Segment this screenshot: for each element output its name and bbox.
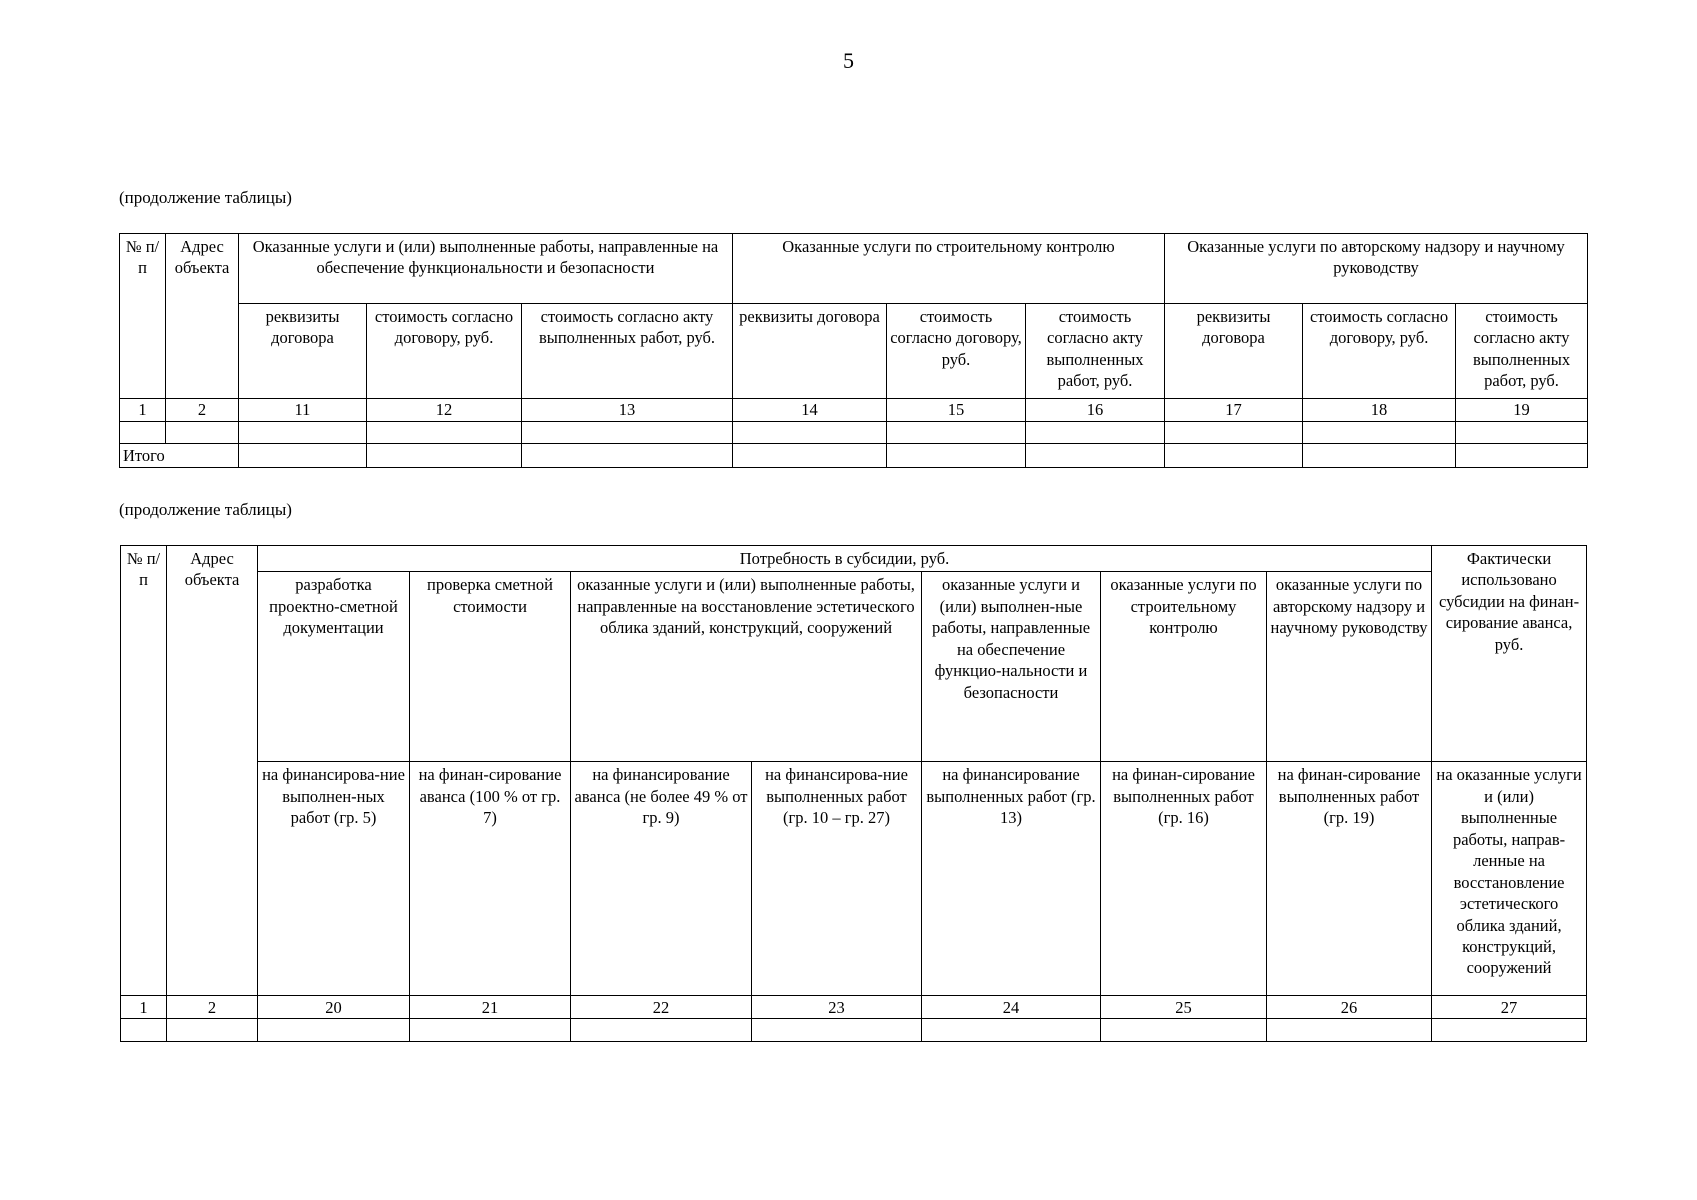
- table-cell: [239, 422, 367, 444]
- table-1: [119, 233, 1588, 468]
- column-number: 27: [1432, 996, 1587, 1019]
- table-cell: [121, 1019, 167, 1042]
- header-act-cost: стоимость согласно акту выполненных работ, руб.: [1026, 304, 1165, 399]
- header-act-cost: стоимость согласно акту выполненных работ, руб.: [522, 304, 733, 399]
- total-label: Итого: [120, 444, 239, 468]
- header-construction-control-group: Оказанные услуги по строительному контролю: [733, 234, 1165, 304]
- total-row: [120, 444, 1588, 468]
- header-contract-cost: стоимость согласно договору, руб.: [367, 304, 522, 399]
- table-cell: [367, 422, 522, 444]
- header-contract-cost: стоимость согласно договору, руб.: [1303, 304, 1456, 399]
- table-cell: [922, 1019, 1101, 1042]
- header-num: № п/п: [121, 546, 167, 996]
- table-cell: [1456, 444, 1588, 468]
- table-cell: [367, 444, 522, 468]
- column-number: 14: [733, 399, 887, 422]
- header-contract-details: реквизиты договора: [1165, 304, 1303, 399]
- header-aesthetic-restoration: оказанные услуги и (или) выполненные работы, направленные на восстановление эстетического облика зданий, конструкций, сооружений: [571, 572, 922, 762]
- header-financing-completed-gr5: на финансирова-ние выполнен-ных работ (гр. 5): [258, 762, 410, 996]
- header-address: Адрес объекта: [166, 234, 239, 399]
- table-cell: [1303, 444, 1456, 468]
- table-cell: [1267, 1019, 1432, 1042]
- table-cell: [410, 1019, 571, 1042]
- header-author-supervision: оказанные услуги по авторскому надзору и научному руководству: [1267, 572, 1432, 762]
- table-cell: [1432, 1019, 1587, 1042]
- header-subsidy-need-group: Потребность в субсидии, руб.: [258, 546, 1432, 572]
- table-cell: [887, 422, 1026, 444]
- header-financing-completed-gr16: на финан-сирование выполненных работ (гр. 16): [1101, 762, 1267, 996]
- table-cell: [887, 444, 1026, 468]
- column-number: 1: [121, 996, 167, 1019]
- header-contract-cost: стоимость согласно договору, руб.: [887, 304, 1026, 399]
- column-number: 24: [922, 996, 1101, 1019]
- table-cell: [522, 422, 733, 444]
- column-number: 23: [752, 996, 922, 1019]
- table-cell: [1026, 444, 1165, 468]
- table-2: [120, 545, 1587, 1042]
- header-contract-details: реквизиты договора: [733, 304, 887, 399]
- header-address: Адрес объекта: [167, 546, 258, 996]
- page-number: 5: [843, 48, 854, 73]
- header-num: № п/п: [120, 234, 166, 399]
- table-cell: [1165, 422, 1303, 444]
- header-actual-used-detail: на оказанные услуги и (или) выполненные работы, направ-ленные на восстановление эстетического облика зданий, конструкций, сооружений: [1432, 762, 1587, 996]
- table-cell: [166, 422, 239, 444]
- table-cell: [1026, 422, 1165, 444]
- table-cell: [733, 444, 887, 468]
- header-functional-group: Оказанные услуги и (или) выполненные работы, направленные на обеспечение функциональности и безопасности: [239, 234, 733, 304]
- header-financing-completed-gr13: на финансирование выполненных работ (гр. 13): [922, 762, 1101, 996]
- header-design-estimate: разработка проектно-сметной документации: [258, 572, 410, 762]
- table-1-continuation-label: (продолжение таблицы): [119, 188, 292, 207]
- table-cell: [167, 1019, 258, 1042]
- header-functionality-safety: оказанные услуги и (или) выполнен-ные работы, направленные на обеспечение функцио-нальности и безопасности: [922, 572, 1101, 762]
- column-number: 1: [120, 399, 166, 422]
- column-number: 13: [522, 399, 733, 422]
- table-row: [120, 422, 1588, 444]
- table-cell: [1303, 422, 1456, 444]
- column-number: 11: [239, 399, 367, 422]
- header-author-supervision-group: Оказанные услуги по авторскому надзору и научному руководству: [1165, 234, 1588, 304]
- column-number: 25: [1101, 996, 1267, 1019]
- table-cell: [522, 444, 733, 468]
- table-cell: [120, 422, 166, 444]
- column-number: 17: [1165, 399, 1303, 422]
- column-number: 12: [367, 399, 522, 422]
- column-number: 26: [1267, 996, 1432, 1019]
- header-construction-control: оказанные услуги по строительному контролю: [1101, 572, 1267, 762]
- column-number: 21: [410, 996, 571, 1019]
- table-cell: [239, 444, 367, 468]
- column-number: 16: [1026, 399, 1165, 422]
- table-cell: [1165, 444, 1303, 468]
- table-cell: [752, 1019, 922, 1042]
- header-financing-completed-gr19: на финан-сирование выполненных работ (гр. 19): [1267, 762, 1432, 996]
- header-estimate-check: проверка сметной стоимости: [410, 572, 571, 762]
- table-cell: [733, 422, 887, 444]
- column-number: 2: [166, 399, 239, 422]
- column-number: 22: [571, 996, 752, 1019]
- table-cell: [571, 1019, 752, 1042]
- column-number: 18: [1303, 399, 1456, 422]
- header-act-cost: стоимость согласно акту выполненных работ, руб.: [1456, 304, 1588, 399]
- header-financing-advance-gr9: на финансирование аванса (не более 49 % от гр. 9): [571, 762, 752, 996]
- table-2-continuation-label: (продолжение таблицы): [119, 500, 292, 519]
- header-financing-completed-gr10: на финансирова-ние выполненных работ (гр. 10 – гр. 27): [752, 762, 922, 996]
- table-cell: [1101, 1019, 1267, 1042]
- table-cell: [1456, 422, 1588, 444]
- column-number: 15: [887, 399, 1026, 422]
- header-contract-details: реквизиты договора: [239, 304, 367, 399]
- column-number: 20: [258, 996, 410, 1019]
- table-cell: [258, 1019, 410, 1042]
- header-actual-used: Фактически использовано субсидии на финан-сирование аванса, руб.: [1432, 546, 1587, 762]
- header-financing-advance-gr7: на финан-сирование аванса (100 % от гр. 7): [410, 762, 571, 996]
- table-row: [121, 1019, 1587, 1042]
- column-number: 2: [167, 996, 258, 1019]
- column-number: 19: [1456, 399, 1588, 422]
